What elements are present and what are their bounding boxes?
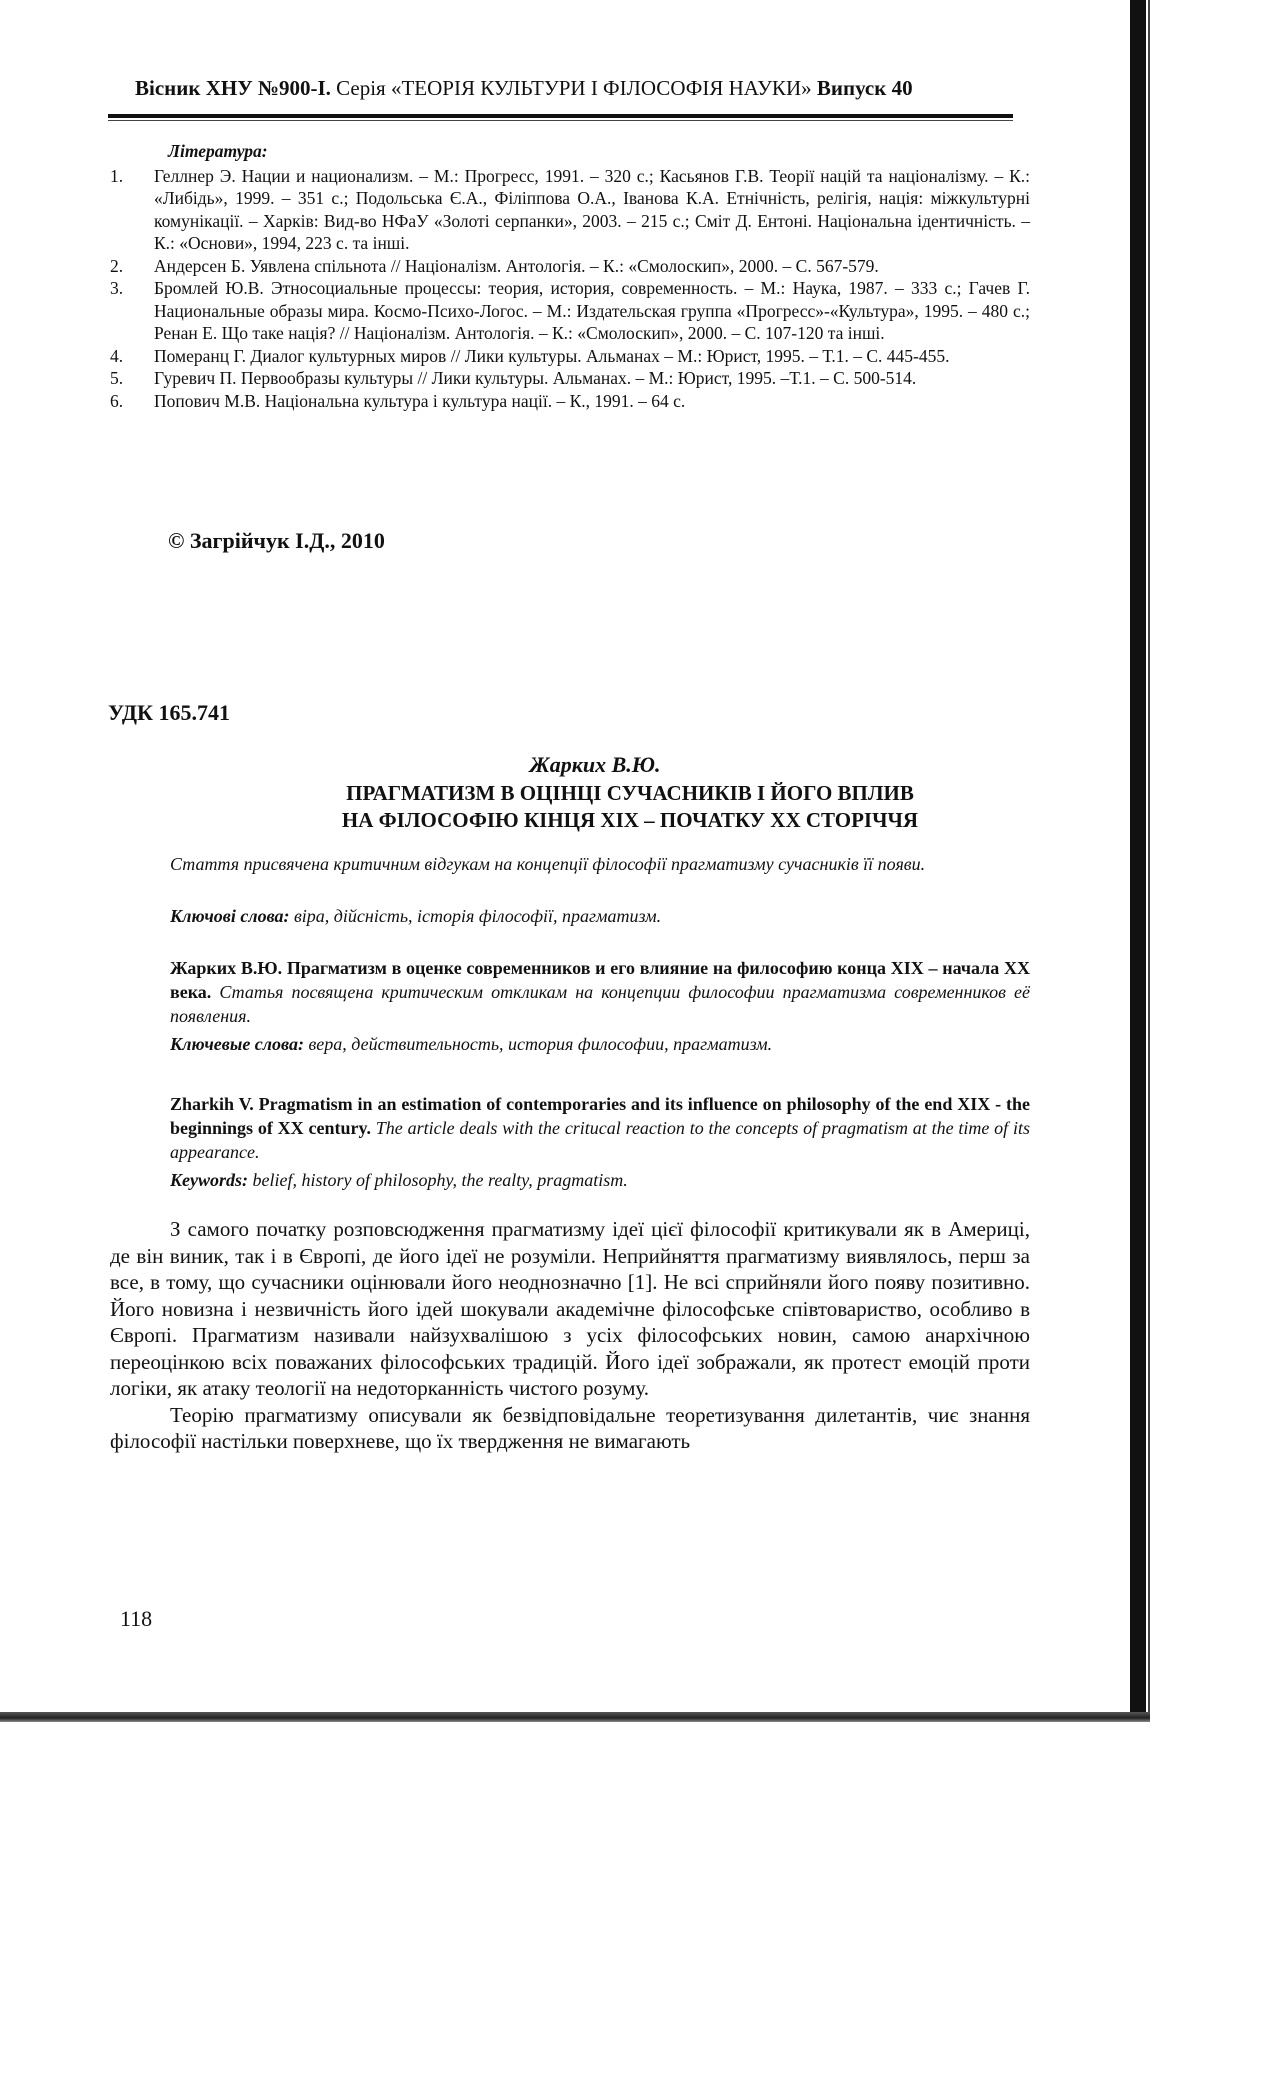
keywords-list: вера, действительность, история философии, прагматизм. [303, 1034, 773, 1054]
issue-number: Випуск 40 [811, 76, 913, 100]
reference-number: 3. [110, 278, 124, 298]
article-body [110, 1216, 1030, 1455]
abstract-heading: Жарких В.Ю. Прагматизм в оценке современников и его влияние на философию конца XIX – начала XX века. [170, 958, 1030, 1002]
article-title-line: НА ФІЛОСОФІЮ КІНЦЯ ХІХ – ПОЧАТКУ ХХ СТОРІЧЧЯ [341, 808, 919, 832]
body-paragraph: З самого початку розповсюдження прагматизму ідеї цієї філософії критикували як в Америці, де він виник, так і в Європі, де його ідеї не розуміли. Неприйняття прагматизму виявлялось, перш за все, в тому, що сучасники оцінювали його неоднозначно [1]. Не всі сприйняли його появу позитивно. Його новизна і незвичність його ідей шокували академічне філософське співтовариство, особливо в Європі. Прагматизм називали найзухвалішою з усіх філософських новин, самою анархічною переоцінкою всіх поважаних філософських традицій. Його ідеї зображали, як протест емоцій проти логіки, як атаку теології на недоторканність чистого розуму. [110, 1217, 1030, 1400]
abstract-text: Статья посвящена критическим откликам на концепции философии прагматизма современников её появления. [170, 982, 1030, 1026]
keywords-label: Ключові слова: [170, 906, 290, 926]
abstract-text: The article deals with the critucal reaction to the concepts of pragmatism at the time of its appearance. [170, 1118, 1031, 1162]
reference-text: Андерсен Б. Уявлена спільнота // Націоналізм. Антологія. – К.: «Смолоскип», 2000. – С. 567-579. [154, 255, 879, 276]
journal-name: Вісник ХНУ №900-І. [135, 76, 331, 100]
series-name: Серія «ТЕОРІЯ КУЛЬТУРИ І ФІЛОСОФІЯ НАУКИ» [330, 76, 812, 100]
abstract-body [110, 1092, 1030, 1164]
scan-edge-right [1130, 0, 1146, 1720]
article-author: Жарких В.Ю. [529, 752, 661, 777]
keywords-list: віра, дійсність, історія філософії, прагматизм. [289, 906, 662, 926]
body-paragraph: Теорію прагматизму описували як безвідповідальне теоретизування дилетантів, чиє знання філософії настільки поверхневе, що їх твердження не вимагають [110, 1402, 1030, 1453]
abstract-text: Стаття присвячена критичним відгукам на концепції філософії прагматизму сучасників її появи. [170, 854, 926, 874]
abstract-english [110, 1092, 1030, 1164]
blank-margin [0, 1722, 1275, 2100]
reference-item [110, 255, 1030, 278]
reference-item [110, 277, 1030, 345]
reference-number: 4. [110, 345, 124, 366]
reference-item [110, 367, 1030, 390]
udk-code: УДК 165.741 [108, 700, 231, 725]
keywords-ukrainian [110, 906, 1090, 927]
reference-item [110, 390, 1030, 413]
reference-item [110, 165, 1030, 255]
reference-text: Геллнер Э. Нации и национализм. – М.: Прогресс, 1991. – 320 с.; Касьянов Г.В. Теорії націй та націоналізму. – К.: «Либідь», 1999. – 351 с.; Подольська Є.А., Філіппова О.А., Іванова К.А. Етнічність, релігія, нація: міжкультурні комунікації. – Харків: Вид-во НФаУ «Золоті серпанки», 2003. – 215 с.; Сміт Д. Ентоні. Національна ідентичність. – К.: «Основи», 1994, 223 с. та інші. [154, 165, 1030, 253]
keywords-list: belief, history of philosophy, the realty, pragmatism. [248, 1170, 628, 1190]
reference-number: 5. [110, 368, 124, 388]
reference-text: Попович М.В. Національна культура і культура нації. – К., 1991. – 64 с. [154, 390, 686, 411]
keywords-label: Ключевые слова: [170, 1034, 304, 1054]
scan-edge-right-line [1148, 0, 1150, 1720]
reference-number: 6. [110, 390, 124, 411]
article-title [190, 780, 1070, 834]
article-title-line: ПРАГМАТИЗМ В ОЦІНЦІ СУЧАСНИКІВ І ЙОГО ВПЛИВ [346, 781, 914, 805]
reference-text: Гуревич П. Первообразы культуры // Лики культуры. Альманах. – М.: Юрист, 1995. –Т.1. – С. 500-514. [154, 368, 917, 388]
abstract-ukrainian [110, 852, 1030, 876]
header-rule [108, 114, 1013, 118]
page-number: 118 [120, 1606, 153, 1631]
abstract-body [110, 956, 1030, 1028]
abstract-heading: Zharkih V. Pragmatism in an estimation of contemporaries and its influence on philosophy of the end XIX - the beginnings of XX century. [170, 1094, 1030, 1138]
keywords-russian [110, 1034, 1090, 1055]
abstract-russian [110, 956, 1030, 1028]
reference-number: 2. [110, 255, 124, 276]
references-section [110, 140, 1030, 412]
keywords-english [110, 1170, 1090, 1191]
scan-edge-bottom [0, 1712, 1150, 1722]
keywords-label: Keywords: [170, 1170, 248, 1190]
header-rule-thin [108, 120, 1013, 121]
references-title: Література: [168, 141, 268, 161]
running-header [135, 76, 1005, 101]
reference-text: Померанц Г. Диалог культурных миров // Лики культуры. Альманах – М.: Юрист, 1995. – Т.1. – С. 445-455. [154, 345, 950, 366]
reference-number: 1. [110, 165, 124, 186]
reference-item [110, 345, 1030, 368]
copyright-notice: © Загрійчук І.Д., 2010 [168, 528, 385, 553]
reference-text: Бромлей Ю.В. Этносоциальные процессы: теория, история, современность. – М.: Наука, 1987. – 333 с.; Гачев Г. Национальные образы мира. Космо-Психо-Логос. – М.: Издательская группа «Прогресс»-«Культура», 1995. – 480 с.; Ренан Е. Що таке нація? // Націоналізм. Антологія. – К.: «Смолоскип», 2000. – С. 107-120 та інші. [154, 278, 1030, 343]
